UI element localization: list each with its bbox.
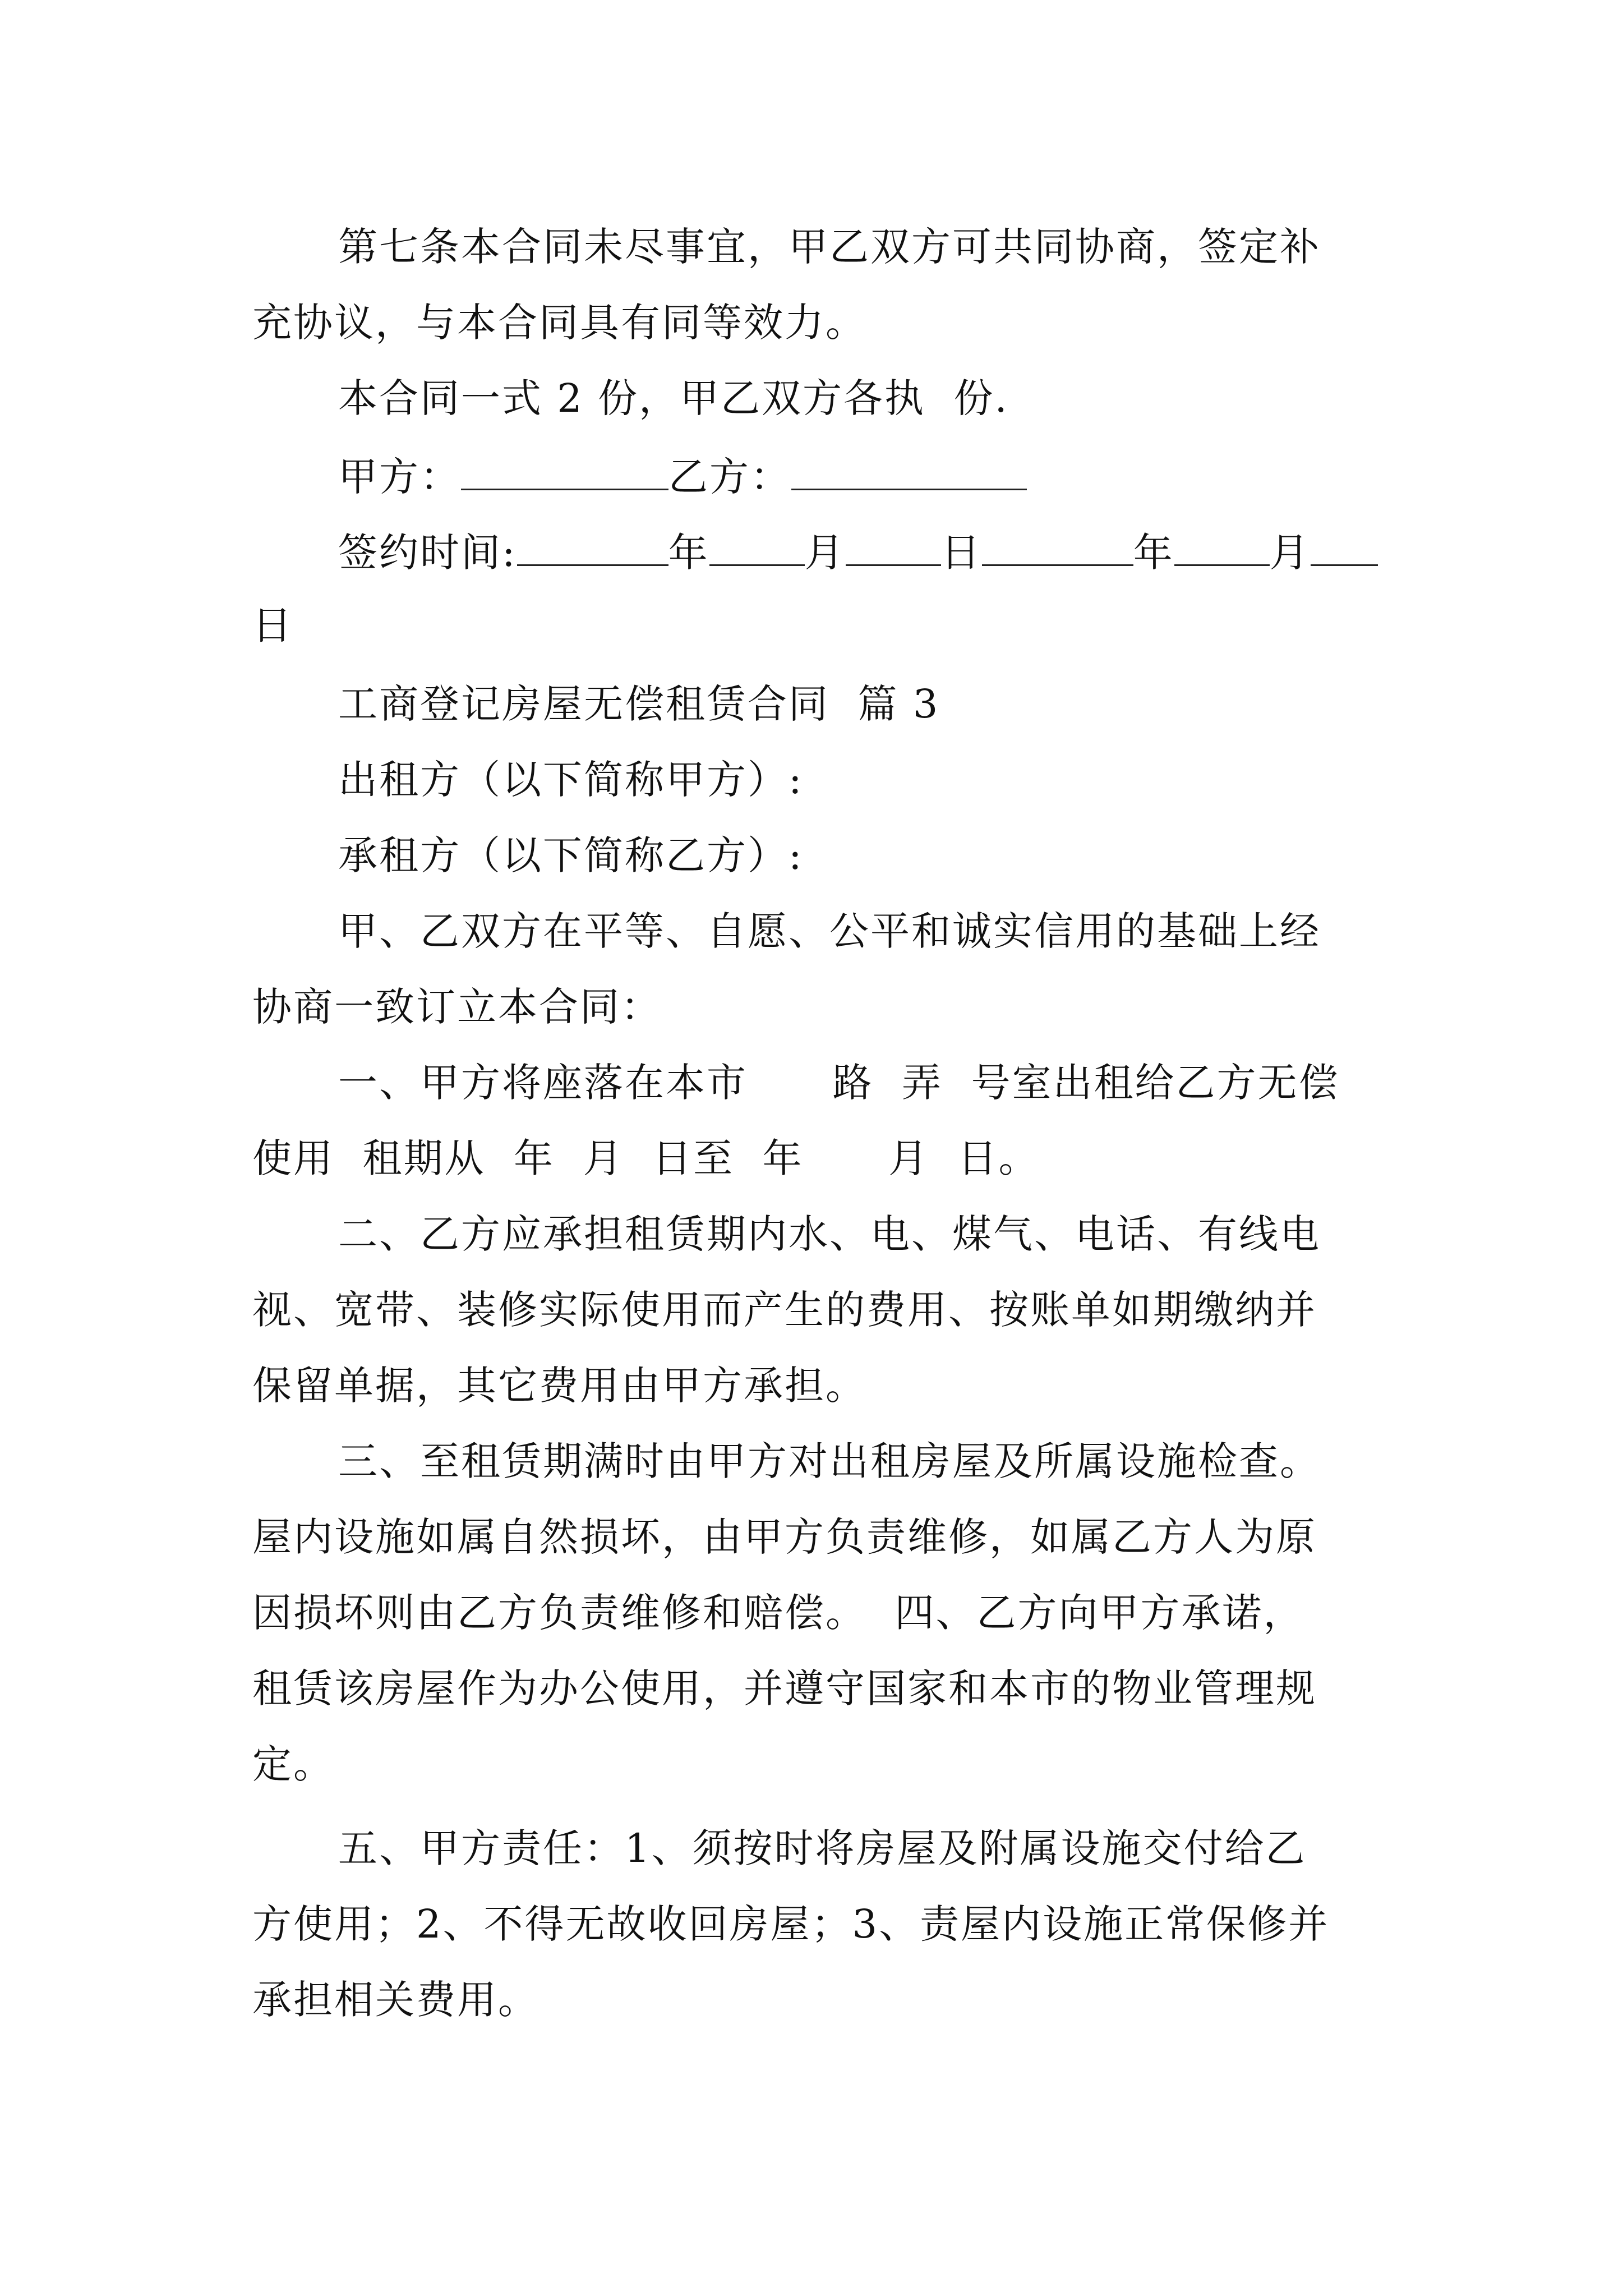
paragraph-line: 承担相关费用。 <box>252 1977 539 2023</box>
paragraph-line: 三、至租赁期满时由甲方对出租房屋及所属设施检查。 <box>338 1438 1321 1484</box>
date-blank <box>517 525 668 566</box>
paragraph-line: 方使用；2、不得无故收回房屋；3、责屋内设施正常保修并 <box>252 1901 1330 1947</box>
paragraph-line: 屋内设施如属自然损坏，由甲方负责维修，如属乙方人为原 <box>252 1514 1317 1560</box>
paragraph-line: 协商一致订立本合同： <box>252 984 662 1030</box>
party-a-label: 甲方： <box>338 454 461 500</box>
paragraph-line: 第七条本合同未尽事宜，甲乙双方可共同协商，签定补 <box>338 224 1321 270</box>
paragraph-line: 充协议，与本合同具有同等效力。 <box>252 300 866 346</box>
paragraph-line: 二、乙方应承担租赁期内水、电、煤气、电话、有线电 <box>338 1211 1321 1257</box>
date-blank <box>1174 525 1270 566</box>
signing-date-line <box>338 524 1477 581</box>
date-unit: 年 <box>668 530 709 576</box>
date-blank <box>709 525 805 566</box>
date-blank <box>846 525 941 566</box>
date-blank <box>1311 525 1378 566</box>
paragraph-line: 一、甲方将座落在本市 路 弄 号室出租给乙方无偿 <box>338 1060 1340 1106</box>
date-unit: 日 <box>940 530 982 576</box>
date-unit: 月 <box>804 530 846 576</box>
party-a-blank <box>461 449 668 490</box>
party-b-blank <box>791 449 1027 490</box>
paragraph-line: 租赁该房屋作为办公使用，并遵守国家和本市的物业管理规 <box>252 1665 1317 1711</box>
paragraph-line: 五、甲方责任：1、须按时将房屋及附属设施交付给乙 <box>338 1825 1307 1871</box>
party-b-label: 乙方： <box>668 454 791 500</box>
date-unit: 日 <box>252 602 293 648</box>
section-heading: 工商登记房屋无偿租赁合同 篇 3 <box>338 681 940 727</box>
date-unit: 月 <box>1269 530 1311 576</box>
date-unit: 年 <box>1133 530 1174 576</box>
paragraph-line: 甲、乙双方在平等、自愿、公平和诚实信用的基础上经 <box>338 908 1321 954</box>
paragraph-line: 使用 租期从 年 月 日至 年 月 日。 <box>252 1135 1040 1181</box>
paragraph-line: 因损坏则由乙方负责维修和赔偿。 四、乙方向甲方承诺， <box>252 1590 1304 1636</box>
paragraph-line: 本合同一式 2 份，甲乙双方各执 份. <box>338 375 1009 421</box>
date-blank <box>982 525 1133 566</box>
paragraph-line: 定。 <box>252 1741 334 1787</box>
signing-date-label: 签约时间: <box>338 530 517 576</box>
paragraph-line: 视、宽带、装修实际使用而产生的费用、按账单如期缴纳并 <box>252 1287 1317 1333</box>
signature-parties-line <box>338 449 1477 505</box>
paragraph-line: 出租方（以下简称甲方）: <box>338 757 804 803</box>
paragraph-line: 承租方（以下简称乙方）: <box>338 832 804 878</box>
paragraph-line: 保留单据，其它费用由甲方承担。 <box>252 1363 866 1409</box>
